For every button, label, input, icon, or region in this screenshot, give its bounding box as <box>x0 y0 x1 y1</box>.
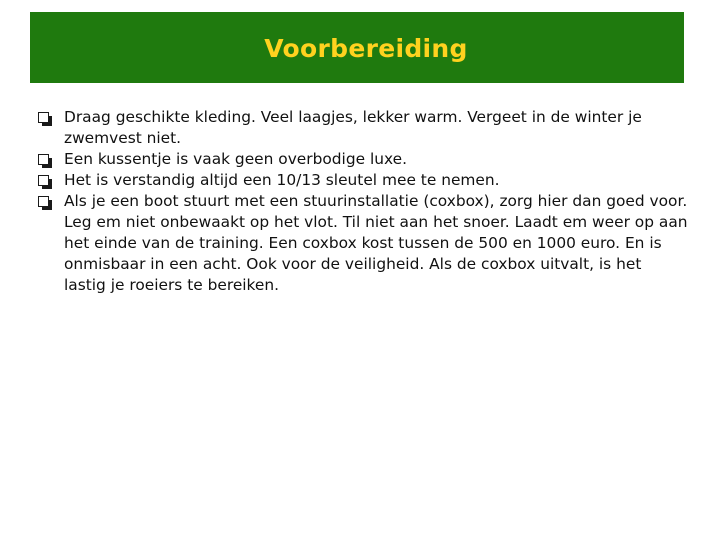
checkbox-square-icon <box>38 154 49 165</box>
checkbox-square-icon <box>38 112 49 123</box>
title-bar <box>30 12 684 83</box>
slide-title: Voorbereiding <box>264 34 468 63</box>
bullet-item <box>38 107 688 149</box>
bullet-item <box>38 191 688 296</box>
bullet-text: Als je een boot stuurt met een stuurinstallatie (coxbox), zorg hier dan goed voor. Leg em niet onbewaakt op het vlot. Til niet aan het snoer. Laadt em weer op aan het einde van de training. Een coxbox kost tussen de 500 en 1000 euro. En is onmisbaar in een acht. Ook voor de veiligheid. Als de coxbox uitvalt, is het lastig je roeiers te bereiken. <box>64 192 688 294</box>
checkbox-square-icon <box>38 175 49 186</box>
bullet-list <box>38 107 688 296</box>
checkbox-square-icon <box>38 196 49 207</box>
bullet-text: Het is verstandig altijd een 10/13 sleutel mee te nemen. <box>64 171 500 189</box>
bullet-text: Een kussentje is vaak geen overbodige luxe. <box>64 150 407 168</box>
bullet-text: Draag geschikte kleding. Veel laagjes, lekker warm. Vergeet in de winter je zwemvest niet. <box>64 108 642 147</box>
bullet-item <box>38 170 688 191</box>
bullet-item <box>38 149 688 170</box>
